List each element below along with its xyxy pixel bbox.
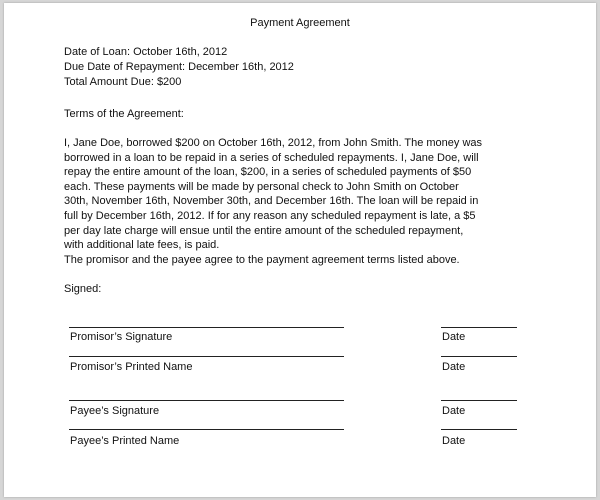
total-amount-due: Total Amount Due: $200 — [64, 76, 182, 88]
payee-printed-name-line — [69, 429, 344, 430]
payee-printed-name-date-label: Date — [442, 435, 466, 447]
document-page — [4, 3, 596, 497]
promisor-printed-name-line — [69, 356, 344, 357]
promisor-printed-name-date-line — [441, 356, 517, 357]
promisor-signature-label: Promisor’s Signature — [70, 331, 173, 343]
agreement-statement: The promisor and the payee agree to the payment agreement terms listed above. — [64, 254, 460, 266]
promisor-printed-name-label: Promisor’s Printed Name — [70, 361, 193, 373]
payee-signature-label: Payee’s Signature — [70, 405, 160, 417]
payee-printed-name-date-line — [441, 429, 517, 430]
repayment-due-date: Due Date of Repayment: December 16th, 2012 — [64, 61, 294, 73]
terms-body: I, Jane Doe, borrowed $200 on October 16th, 2012, from John Smith. The money was borrowed in a loan to be repaid in a series of scheduled repayments. I, Jane Doe, will repay the entire amount of the loan, $200, in a series of scheduled payments of $50 each. These payments will be made by personal check to John Smith on October 30th, November 16th, November 30th, and December 16th. The loan will be repaid in full by December 16th, 2012. If for any reason any scheduled repayment is late, a $5 per day late charge will ensue until the entire amount of the scheduled repayment, with additional late fees, is paid. — [64, 137, 483, 252]
signed-label: Signed: — [64, 283, 102, 295]
promisor-signature-date-line — [441, 327, 517, 328]
document-title: Payment Agreement — [250, 17, 350, 29]
payee-signature-date-label: Date — [442, 405, 466, 417]
promisor-printed-name-date-label: Date — [442, 361, 466, 373]
payee-signature-line — [69, 400, 344, 401]
payee-printed-name-label: Payee’s Printed Name — [70, 435, 180, 447]
loan-date: Date of Loan: October 16th, 2012 — [64, 46, 228, 58]
payee-signature-date-line — [441, 400, 517, 401]
promisor-signature-date-label: Date — [442, 331, 466, 343]
promisor-signature-line — [69, 327, 344, 328]
terms-heading: Terms of the Agreement: — [64, 108, 184, 120]
